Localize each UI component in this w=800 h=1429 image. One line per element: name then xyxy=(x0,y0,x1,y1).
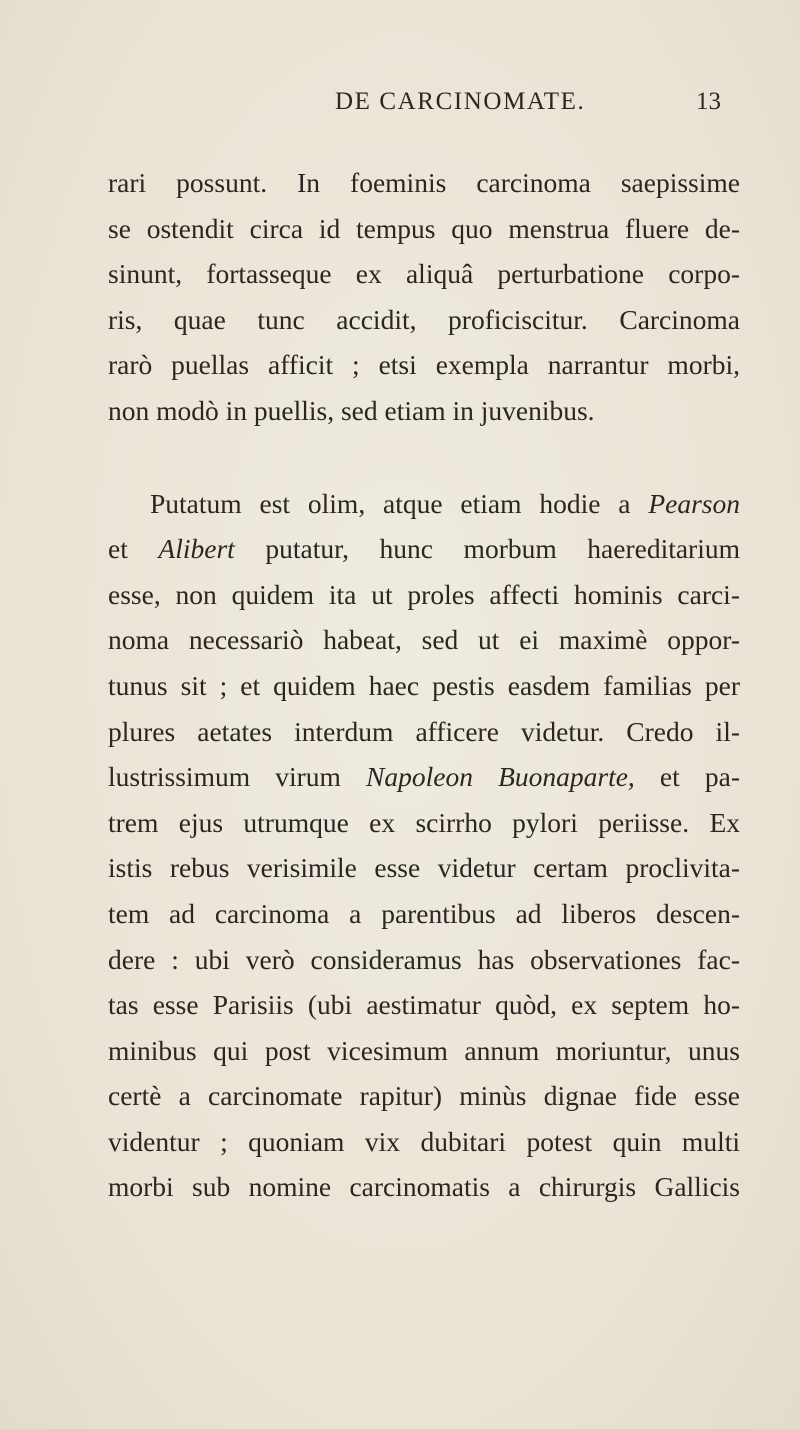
body-text xyxy=(108,160,740,1210)
text-line xyxy=(108,526,740,572)
text-line: se ostendit circa id tempus quo menstrua fluere de- xyxy=(108,212,740,244)
text-line: certè a carcinomate rapitur) minùs dignae fide esse xyxy=(108,1080,740,1112)
name-alibert: Alibert xyxy=(158,533,235,565)
text-line: plures aetates interdum afficere videtur. Credo il- xyxy=(108,715,740,747)
text-line: trem ejus utrumque ex scirrho pylori periisse. Ex xyxy=(108,806,740,838)
text-span: lustrissimum virum xyxy=(108,761,367,793)
text-line: rarò puellas afficit ; etsi exempla narrantur morbi, xyxy=(108,349,740,381)
text-span: Putatum est olim, atque etiam hodie a xyxy=(150,487,649,519)
paragraph-1 xyxy=(108,160,740,434)
text-line: tem ad carcinoma a parentibus ad liberos descen- xyxy=(108,897,740,929)
paragraph-2 xyxy=(108,481,740,1211)
text-line: istis rebus verisimile esse videtur certam proclivita- xyxy=(108,852,740,884)
text-line xyxy=(108,481,740,527)
text-line: dere : ubi verò consideramus has observationes fac- xyxy=(108,943,740,975)
name-pearson: Pearson xyxy=(648,487,740,519)
running-title: DE CARCINOMATE. xyxy=(335,88,586,115)
text-line: tas esse Parisiis (ubi aestimatur quòd, ex septem ho- xyxy=(108,989,740,1021)
text-span: et pa- xyxy=(634,761,740,793)
text-line: videntur ; quoniam vix dubitari potest quin multi xyxy=(108,1125,740,1157)
running-head xyxy=(0,88,800,128)
text-line xyxy=(108,754,740,800)
text-line: rari possunt. In foeminis carcinoma saepissime xyxy=(108,167,740,198)
text-line: tunus sit ; et quidem haec pestis easdem familias per xyxy=(108,669,740,701)
text-line: morbi sub nomine carcinomatis a chirurgis Gallicis xyxy=(108,1171,740,1203)
text-line: noma necessariò habeat, sed ut ei maximè oppor- xyxy=(108,624,740,656)
text-line: ris, quae tunc accidit, proficiscitur. Carcinoma xyxy=(108,303,740,335)
page-number: 13 xyxy=(696,88,721,115)
text-line: minibus qui post vicesimum annum moriuntur, unus xyxy=(108,1034,740,1066)
name-napoleon: Napoleon Buonaparte, xyxy=(366,761,635,793)
text-line: non modò in puellis, sed etiam in juvenibus. xyxy=(108,394,595,426)
text-line: sinunt, fortasseque ex aliquâ perturbatione corpo- xyxy=(108,258,740,290)
paragraph-gap xyxy=(108,434,740,481)
text-line: esse, non quidem ita ut proles affecti hominis carci- xyxy=(108,578,740,610)
text-span: et xyxy=(108,533,159,565)
text-span: putatur, hunc morbum haereditarium xyxy=(234,533,740,565)
